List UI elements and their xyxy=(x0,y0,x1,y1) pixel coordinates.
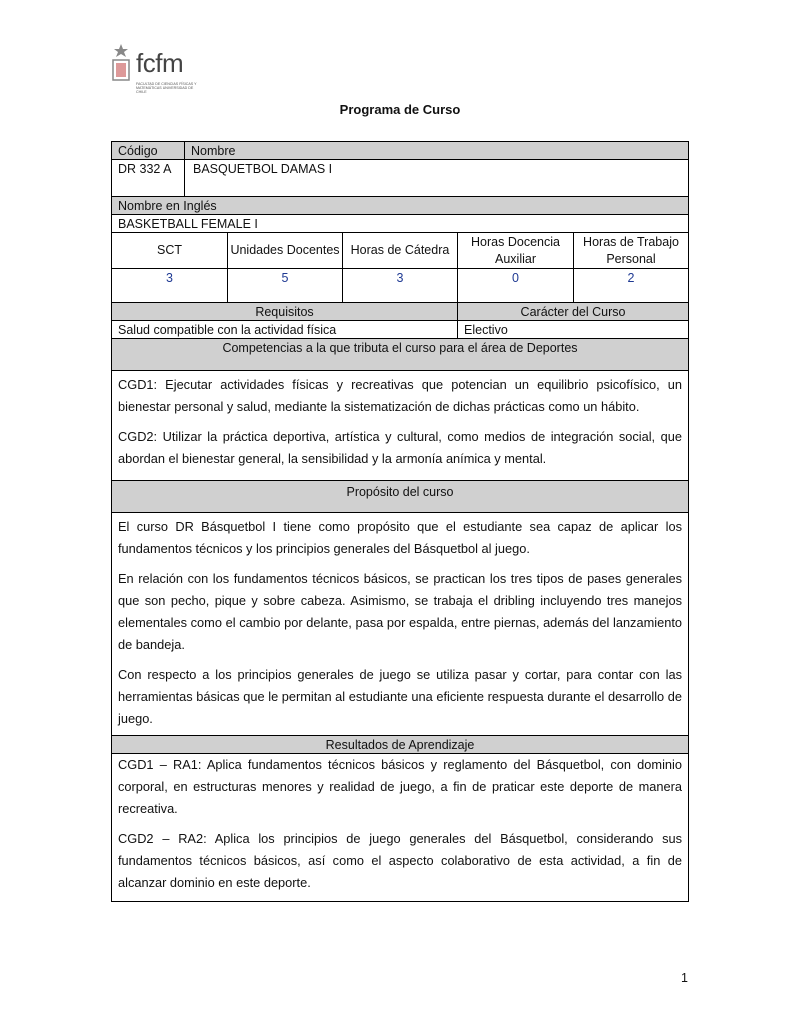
purpose-body xyxy=(112,513,688,736)
course-code: DR 332 A xyxy=(118,162,172,176)
page-title: Programa de Curso xyxy=(339,102,461,117)
hours-value-personal: 2 xyxy=(627,271,635,285)
hours-value-auxiliar: 0 xyxy=(512,271,519,285)
purpose-header-row xyxy=(112,481,688,513)
hours-header-sct: SCT xyxy=(157,243,182,257)
code-label: Código xyxy=(118,144,158,158)
hours-value-unidades: 5 xyxy=(281,271,289,285)
learning-outcome-item: CGD1 – RA1: Aplica fundamentos técnicos básicos y reglamento del Básquetbol, con dominio corporal, en estructuras menores y realidad de juego, a fin de praticar este deporte de manera recreativa. xyxy=(118,757,682,816)
requirements-value-row xyxy=(112,321,688,339)
requirements-label: Requisitos xyxy=(255,305,314,319)
purpose-paragraph: El curso DR Básquetbol I tiene como propósito que el estudiante sea capaz de aplicar los fundamentos técnicos y los principios generales del Básquetbol al juego. xyxy=(118,519,682,556)
requirements-header-row xyxy=(112,303,688,321)
university-emblem-icon xyxy=(110,44,132,84)
requirements-value: Salud compatible con la actividad física xyxy=(118,323,337,337)
english-name-header-row xyxy=(112,197,688,215)
competencies-header-row xyxy=(112,339,688,371)
learning-outcomes-header: Resultados de Aprendizaje xyxy=(325,738,475,752)
learning-outcome-item: CGD2 – RA2: Aplica los principios de juego generales del Básquetbol, considerando sus fundamentos técnicos básicos, así como el aspecto colaborativo de esta actividad, a fin de alcanzar dominio en este deporte. xyxy=(118,831,682,890)
logo-text: fcfm xyxy=(136,48,184,78)
english-name-label: Nombre en Inglés xyxy=(118,199,217,213)
competencies-body xyxy=(112,371,688,481)
hours-value-catedra: 3 xyxy=(396,271,404,285)
character-value: Electivo xyxy=(464,323,508,337)
competencies-header: Competencias a la que tributa el curso para el área de Deportes xyxy=(222,341,578,355)
code-name-header-row xyxy=(112,142,688,160)
purpose-paragraph: Con respecto a los principios generales de juego se utiliza pasar y cortar, para contar con las herramientas básicas que le permitan al estudiante una eficiente respuesta durante el desarrollo de juego. xyxy=(118,667,682,726)
name-label: Nombre xyxy=(191,144,236,158)
english-name-value-row xyxy=(112,215,688,233)
fcfm-logo xyxy=(110,44,200,100)
code-name-value-row xyxy=(112,160,688,197)
purpose-header: Propósito del curso xyxy=(346,485,454,499)
page-number: 1 xyxy=(681,971,688,985)
hours-header-unidades: Unidades Docentes xyxy=(230,243,340,257)
character-label: Carácter del Curso xyxy=(520,305,626,319)
competency-item: CGD1: Ejecutar actividades físicas y recreativas que potencian un equilibrio psicofísico, un bienestar personal y salud, mediante la sistematización de dichas prácticas como un hábito. xyxy=(118,377,682,414)
course-program-table xyxy=(111,141,689,902)
learning-outcomes-header-row xyxy=(112,736,688,754)
hours-value-row xyxy=(112,269,688,303)
competency-item: CGD2: Utilizar la práctica deportiva, artística y cultural, como medios de integración social, que abordan el bienestar general, la sensibilidad y la armonía anímica y mental. xyxy=(118,429,682,466)
hours-header-auxiliar: Horas Docencia Auxiliar xyxy=(471,234,560,266)
hours-header-personal: Horas de Trabajo Personal xyxy=(583,234,679,266)
logo-subtitle: FACULTAD DE CIENCIAS FÍSICAS Y MATEMÁTICAS UNIVERSIDAD DE CHILE xyxy=(136,82,197,95)
english-name: BASKETBALL FEMALE I xyxy=(118,217,258,231)
purpose-paragraph: En relación con los fundamentos técnicos básicos, se practican los tres tipos de pases generales que son pecho, pique y sobre cabeza. Asimismo, se trabaja el dribling incluyendo tres manejos elementales como el cambio por delante, pasa por espalda, entre piernas, además del lanzamiento de bandeja. xyxy=(118,571,682,652)
hours-header-catedra: Horas de Cátedra xyxy=(350,243,450,257)
course-name: BASQUETBOL DAMAS I xyxy=(193,162,333,176)
hours-value-sct: 3 xyxy=(166,271,173,285)
learning-outcomes-body xyxy=(112,754,688,901)
hours-header-row xyxy=(112,233,688,269)
